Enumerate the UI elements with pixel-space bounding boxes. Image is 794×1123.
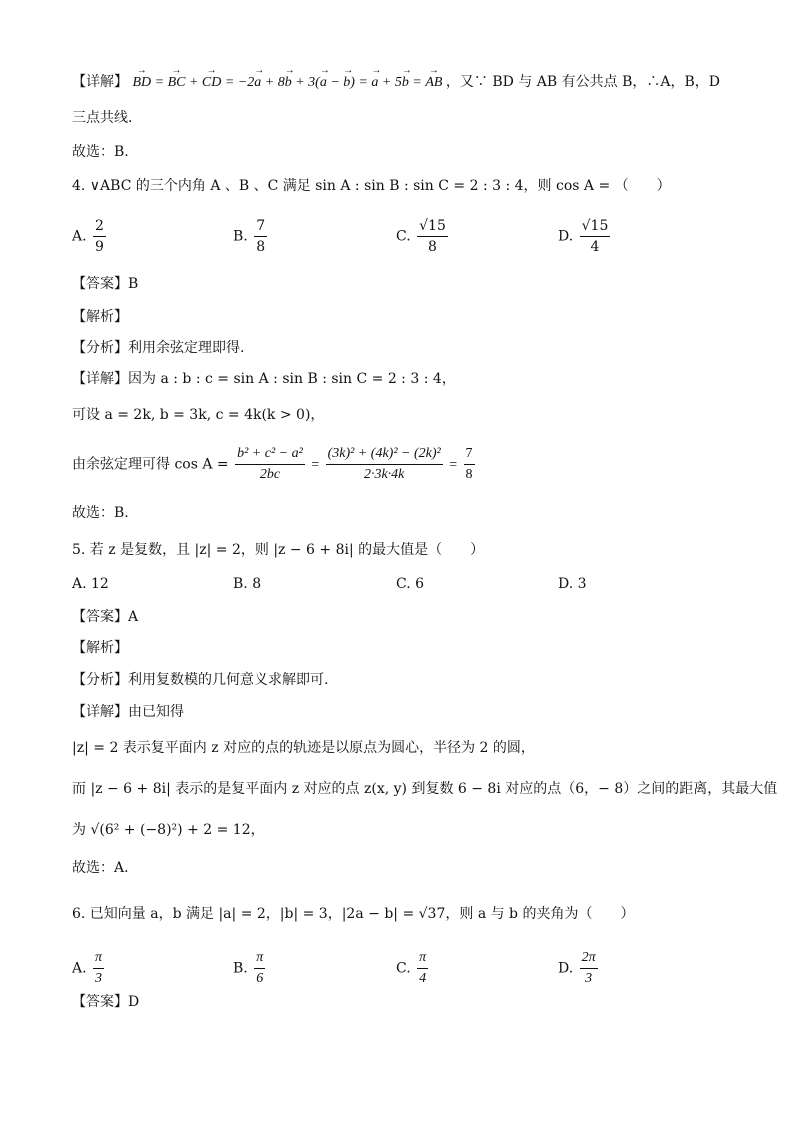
q6-option-c: C. $\frac{\pi}{4}$	[396, 950, 427, 986]
q6-option-d: D. $\frac{2\pi}{3}$	[558, 950, 596, 986]
q5-option-b: B. 8	[233, 576, 262, 592]
q6-stem: 6. 已知向量 a，b 满足 |a| = 2，|b| = 3，|2a − b| = √37，则 a 与 b 的夹角为（ ）	[72, 906, 635, 922]
q4-detail-1: 【详解】因为 a : b : c = sin A : sin B : sin C = 2 : 3 : 4，	[72, 371, 456, 387]
prev-equation: → BD = → BC + → CD = −2→ a + 8→ b + 3(→ a − → b) = → a + 5→ b = → AB	[132, 75, 445, 90]
q6-option-b: B. $\frac{\pi}{6}$	[233, 950, 264, 986]
q4-detail-2: 可设 a = 2k, b = 3k, c = 4k(k > 0)，	[72, 407, 325, 423]
q4-stem: 4. ∨ABC 的三个内角 A 、B 、C 满足 sin A : sin B : sin C = 2 : 3 : 4，则 cos A = （ ）	[72, 178, 671, 194]
q5-detail-2: |z| = 2 表示复平面内 z 对应的点的轨迹是以原点为圆心，半径为 2 的圆，	[72, 740, 535, 756]
q5-analysis: 【分析】利用复数模的几何意义求解即可.	[72, 672, 329, 688]
q5-option-c: C. 6	[396, 576, 425, 592]
prev-conclusion-2: 三点共线．	[72, 110, 142, 126]
q4-option-b: B. $\frac{7}{8}$	[233, 218, 266, 255]
q5-analysis-title: 【解析】	[72, 640, 128, 656]
q5-stem: 5. 若 z 是复数，且 |z| = 2，则 |z − 6 + 8i| 的最大值是（ ）	[72, 542, 485, 558]
q5-option-d: D. 3	[558, 576, 587, 592]
q4-option-b-label: B.	[233, 228, 248, 245]
prev-detail-line	[72, 72, 720, 93]
prev-detail-tag: 【详解】	[72, 74, 128, 90]
q4-analysis-title: 【解析】	[72, 309, 128, 325]
q4-choose: 故选：B.	[72, 505, 129, 521]
q4-option-d-label: D.	[558, 228, 574, 245]
q5-detail-1: 【详解】由已知得	[72, 704, 184, 720]
q4-analysis: 【分析】利用余弦定理即得.	[72, 340, 245, 356]
prev-choose: 故选：B.	[72, 144, 129, 160]
q5-answer: 【答案】A	[72, 609, 139, 625]
q6-answer: 【答案】D	[72, 994, 140, 1010]
q4-option-c: C. $\frac{√15}{8}$	[396, 218, 446, 255]
q4-option-c-label: C.	[396, 228, 411, 245]
q6-option-a: A. $\frac{\pi}{3}$	[72, 950, 103, 986]
q4-detail-3-prefix: 由余弦定理可得 cos A =	[72, 456, 229, 473]
q5-detail-4: 为 √(6² + (−8)²) + 2 = 12，	[72, 822, 265, 838]
q4-option-d: D. $\frac{√15}{4}$	[558, 218, 609, 255]
q5-choose: 故选：A.	[72, 860, 129, 876]
q4-option-a-label: A.	[72, 228, 87, 245]
q4-option-a: A. $\frac{2}{9}$	[72, 218, 104, 255]
prev-conclusion: ，又∵ BD 与 AB 有公共点 B，∴A，B，D	[445, 74, 720, 90]
q4-answer: 【答案】B	[72, 276, 139, 292]
q4-detail-3: 由余弦定理可得 cos A = $\frac{\text{b² + c² − a²}}{2bc}$ = $\frac{\text{(3k)² + (4k)² − (2k)²}}{2\cdot 3k\cdot 4k}$ = $\frac{7}{8}$	[72, 446, 473, 482]
q5-option-a: A. 12	[72, 576, 109, 592]
q5-detail-3: 而 |z − 6 + 8i| 表示的是复平面内 z 对应的点 z(x, y) 到复数 6 − 8i 对应的点（6，− 8）之间的距离，其最大值	[72, 781, 778, 797]
